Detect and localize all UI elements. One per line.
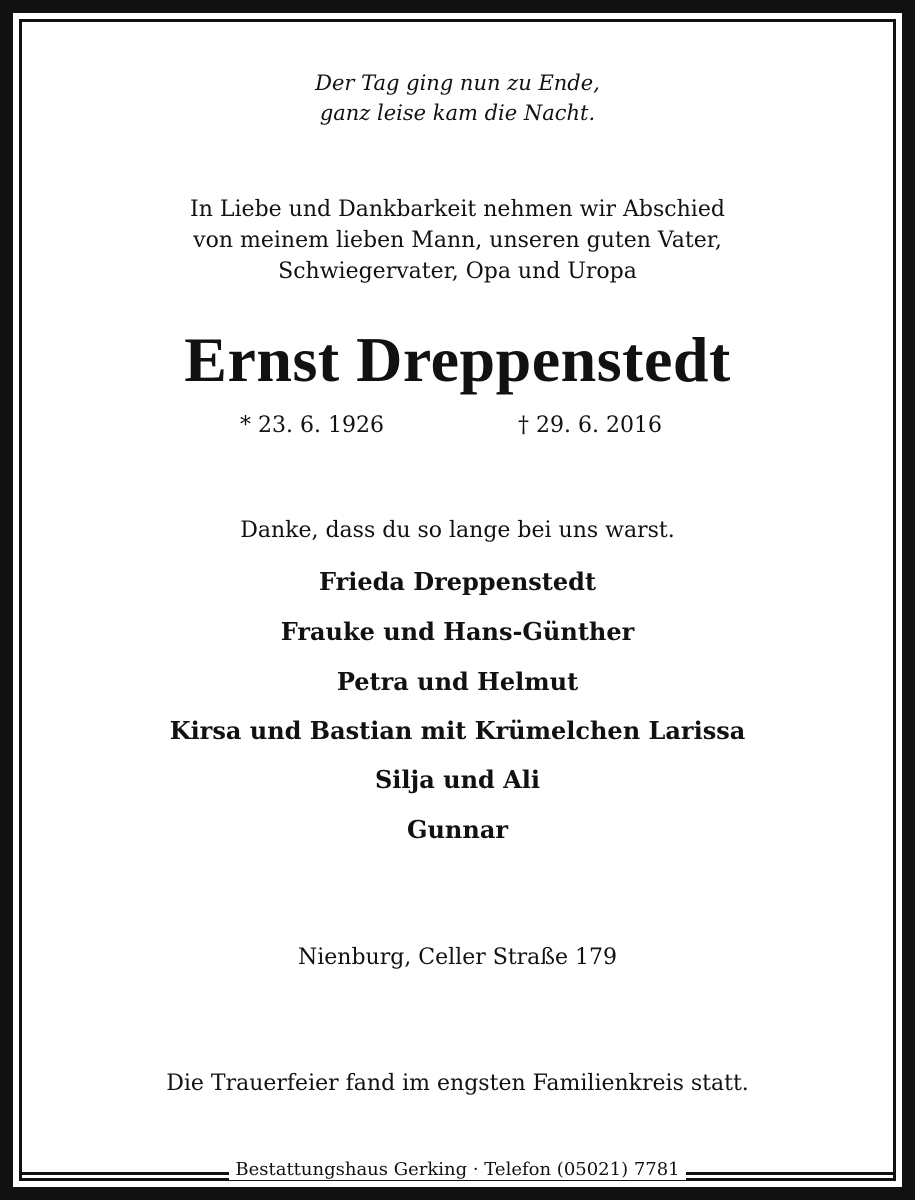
mourner-1: Frieda Dreppenstedt [318,567,597,596]
mourner-3: Petra und Helmut [336,667,579,696]
deceased-name: Ernst Dreppenstedt [184,324,731,395]
motto-line-1: Der Tag ging nun zu Ende, [315,71,600,95]
mourner-2: Frauke und Hans-Günther [280,617,635,646]
mourner-4: Kirsa und Bastian mit Krümelchen Larissa [169,716,746,745]
birth-date: * 23. 6. 1926 [240,413,384,438]
mourner-5: Silja und Ali [374,765,541,794]
intro-line-3: Schwiegervater, Opa und Uropa [278,259,637,284]
intro-line-1: In Liebe und Dankbarkeit nehmen wir Abschied [190,197,725,222]
death-date: † 29. 6. 2016 [518,413,662,438]
mourner-6: Gunnar [406,815,509,844]
intro-line-2: von meinem lieben Mann, unseren guten Vater, [193,228,722,253]
address-line: Nienburg, Celler Straße 179 [297,945,617,970]
motto-line-2: ganz leise kam die Nacht. [319,101,596,125]
ceremony-line: Die Trauerfeier fand im engsten Familienkreis statt. [166,1071,749,1096]
footer-text [0,1158,915,1182]
footer-label: Bestattungshaus Gerking · Telefon (05021) 7781 [229,1159,685,1180]
thanks-line: Danke, dass du so lange bei uns warst. [240,518,675,543]
